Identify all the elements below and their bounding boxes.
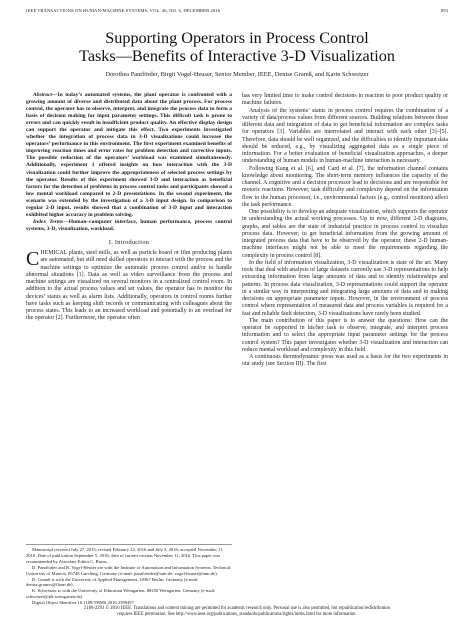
paper-title xyxy=(26,30,448,65)
body-paragraph-1: has very limited time to make control decisions in reaction to poor product quality or machine failures. xyxy=(242,93,448,107)
intro-paragraph-1-text: HEMICAL plants, steel mills, as well as particle board or film producing plants are automated, but still need skilled operators to interact with the process and the machine settings to optimize the automatic process control and/or to handle abnormal situations [1]. Data as well as video surveillance from the process and machine settings are visualized on several monitors in a centralized control room. In addition to the actual process values and set values, the operator has to monitor the devices’ status as well as alarm lists. Additionally, operators in control rooms further have tasks such as keeping shift records or communicating with colleagues about the process states. This leads to an increased workload and potentially to an overload for the operator [2]. Furthermore, the operator often xyxy=(26,250,232,322)
title-line-2: Tasks—Benefits of Interactive 3-D Visualization xyxy=(79,46,395,65)
body-paragraph-2: Analysis of the systems’ status in process control requires the combination of a variety of data/process values from different sources. Building relations between these different data and integration of data to get beneficial information are complex tasks for operators [3]. Variables are interrelated and interact with each other [3]–[5]. Therefore, data should be well organized, and the difficulties to identify important data should be reduced, e.g., by visualizing aggregated data as a single piece of information. For a better evaluation of beneficial visualization approaches, a deeper understanding of human models in human-machine interaction is necessary. xyxy=(242,107,448,165)
intro-paragraph-1 xyxy=(26,250,232,323)
drop-cap: C xyxy=(26,248,40,271)
abstract xyxy=(26,92,232,219)
journal-header: IEEE TRANSACTIONS ON HUMAN-MACHINE SYSTEMS, VOL. 46, NO. 6, DECEMBER 2016 xyxy=(26,8,221,13)
index-terms xyxy=(26,219,232,233)
footnote-doi: Digital Object Identifier 10.1109/THMS.2016.2599497 xyxy=(32,600,134,606)
author-list: Dorothea Pantförder, Birgit Vogel-Heuser, Senior Member, IEEE, Denise Gramß, and Karin Schweizer xyxy=(105,71,369,78)
footnote-manuscript: Manuscript received July 27, 2015; revised February 22, 2016 and July 3, 2016; accepted November 11, 2016. Date of publication September 5, 2016; date of current version November 11, 2016. This paper was recommended by Associate Editor C. Burns. xyxy=(26,547,224,564)
copyright-line-2: requires IEEE permission. See http://www.ieee.org/publications_standards/publications/rights/index.html for more information. xyxy=(117,612,357,617)
footnote-affiliation-1: D. Pantförder and B. Vogel-Heuser are with the Institute of Automation and Information Systems, Technical University of Munich, 85748 Garching, Germany (e-mail: pantfoerder@tum.de; vogel-heuser@tum.de). xyxy=(26,564,231,576)
right-column xyxy=(242,93,448,369)
body-paragraph-5: In the field of information visualization, 3-D visualization is state of the art. Many tools that deal with analysis of large datasets currently use 3-D representations to help extracting information from large amounts of data and to identify relationships and patterns. In process data visualization, 3-D representations could support the operator in a similar way in interpreting and integrating large amounts of data and in making decisions on appropriate parameter inputs. However, in the environment of process control where representation of measured data and process variables is required for a fast and reliable fault detection, 3-D visualizations have rarely been studied. xyxy=(242,259,448,317)
footnotes xyxy=(26,544,232,606)
left-column xyxy=(26,92,232,323)
body-paragraph-6: The main contribution of this paper is to answer the questions: How can the operator be supported in his/her task to observe, integrate, and interpret process information and to select the appropriate input parameter settings for the process control system? This paper investigates whether 3-D visualization and interaction can reduce mental workload and complexity in this field. xyxy=(242,317,448,353)
footnote-affiliation-3: K. Schweizer is with the University of Education Weingarten, 88250 Weingarten, Germany (e-mail: schweizer@ph-weingarten.de). xyxy=(26,588,216,600)
abstract-text: —In today’s automated systems, the plant operator is confronted with a growing amount of diverse and distributed data about the plant process. For process control, the operator has to observe, interpret, and integrate the process data to form a basis of decision making for input parameter settings. This difficult task is prone to errors and can quickly result in insufficient product quality. An effective display design can support the operator and mitigate this effect. Two experiments investigated whether the integration of process data in 3-D visualizations could increase the operators’ performance in this environment. The first experiment examined benefits of improving reaction times and error rates for problem detection and corrective inputs. The possible reduction of the operators’ workload was examined simultaneously. Additionally, experiment 1 offered insights on how interaction with the 3-D visualization could further improve the appropriateness of selected process settings by the operator. Results of this experiment showed 3-D and interaction as beneficial factors for the detection of problems in process control tasks and participants showed a low mental workload compared to 2-D presentations. In the second experiment, the scenario was extended by the investigation of a 3-D input design. In comparison to regular 2-D input, results showed that a combination of 3-D input and interaction exhibited higher accuracy in problem solving. xyxy=(26,92,232,218)
section-heading-introduction: I. Introduction xyxy=(108,238,150,246)
footnote-affiliation-2: D. Gramß is with the University of Applied Management, 10367 Berlin, Germany (e-mail: denise.gramss@fham.de). xyxy=(26,576,199,588)
copyright-notice xyxy=(26,606,448,618)
running-head xyxy=(26,8,448,13)
body-paragraph-3: Following Kang et al. [6], and Card et al. [7], the information channel contains knowledge about monitoring. The short-term memory influences the capacity of the channel. A cognitive and a decision processor lead to decisions and are responsible for motoric reactions. However, task difficulty and complexity depend on the information flow to the human processor, i.e., environmental factors (e.g., control monitors) affect the task performance. xyxy=(242,165,448,208)
abstract-lead: Abstract xyxy=(33,92,52,98)
index-terms-text: —Human–computer interface, human performance, process control systems, 3-D, visualization, workload. xyxy=(26,218,232,232)
index-terms-lead: Index Terms xyxy=(33,218,64,225)
body-paragraph-4: One possibility is to develop an adequate visualization, which supports the operator in understanding the actual working processes. Up to now, different 2-D diagrams, graphs, and tables are the state of industrial practice in process control to visualize process data. However, to get beneficial information from the growing amount of integrated process data that have to be observed by the operator, these 2-D human-machine interfaces might not be able to meet the requirements regarding the complexity in process control [8]. xyxy=(242,209,448,259)
page-number: 893 xyxy=(440,8,448,13)
copyright-line-1: 2168-2291 © 2016 IEEE. Translations and content mining are permitted for academic research only. Personal use is also permitted, but republication/redistribution xyxy=(84,606,390,611)
title-line-1: Supporting Operators in Process Control xyxy=(105,29,369,47)
body-paragraph-7: A continuous thermodynamic press was used as a basis for the two experiments in our study (see Section III). The first xyxy=(242,354,448,368)
